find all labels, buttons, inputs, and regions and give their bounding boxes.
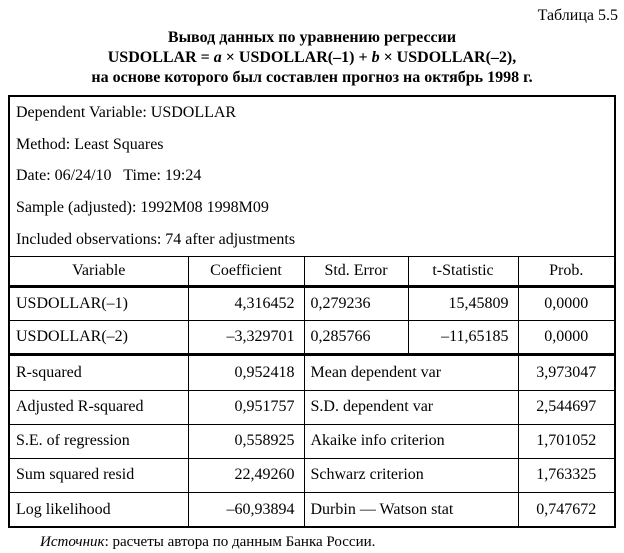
info-block <box>10 97 614 257</box>
cell-prob: 0,0000 <box>518 321 614 355</box>
source-label: Источник <box>40 534 105 551</box>
summary-row-adjusted-r-squared <box>10 390 614 424</box>
title-formula <box>0 48 624 68</box>
col-header-t-statistic: t-Statistic <box>408 257 518 287</box>
info-sample: Sample (adjusted): 1992M08 1998M09 <box>16 199 269 217</box>
col-header-variable: Variable <box>10 257 188 287</box>
cell-coefficient: 4,316452 <box>188 287 304 321</box>
table-row-usdollar-lag2 <box>10 321 614 355</box>
cell-stat-value: 0,558925 <box>188 424 304 458</box>
cell-prob: 0,0000 <box>518 287 614 321</box>
formula-post: × USDOLLAR(–2), <box>379 49 517 66</box>
formula-coef-b: b <box>371 49 380 66</box>
cell-t-statistic: 15,45809 <box>408 287 518 321</box>
regression-output-box <box>8 95 616 528</box>
formula-pre: USDOLLAR = <box>107 49 214 66</box>
summary-row-r-squared <box>10 356 614 390</box>
cell-stat-label: R-squared <box>10 356 188 390</box>
cell-stat-value: 0,951757 <box>188 390 304 424</box>
info-method: Method: Least Squares <box>16 135 164 153</box>
cell-std-error: 0,279236 <box>304 287 408 321</box>
cell-stat-value: 0,952418 <box>188 356 304 390</box>
info-observations: Included observations: 74 after adjustments <box>16 231 296 249</box>
cell-stat-value2: 1,763325 <box>518 458 614 492</box>
cell-stat-label: Log likelihood <box>16 500 111 518</box>
cell-t-statistic: –11,65185 <box>408 321 518 355</box>
col-header-coefficient: Coefficient <box>188 257 304 287</box>
source-note <box>40 534 624 551</box>
cell-stat-label2: Schwarz criterion <box>304 458 518 492</box>
summary-row-log-likelihood <box>10 492 614 526</box>
info-dependent-variable: Dependent Variable: USDOLLAR <box>16 103 237 121</box>
summary-row-se-of-regression <box>10 424 614 458</box>
col-header-prob: Prob. <box>518 257 614 287</box>
title-line-1: Вывод данных по уравнению регрессии <box>167 29 457 46</box>
cell-stat-label: Adjusted R-squared <box>10 390 188 424</box>
cell-stat-value2: 3,973047 <box>518 356 614 390</box>
summary-table <box>10 356 614 526</box>
cell-stat-value: 22,49260 <box>188 458 304 492</box>
cell-stat-label2: Durbin — Watson stat <box>304 492 518 526</box>
cell-stat-label2: Akaike info criterion <box>304 424 518 458</box>
source-text: : расчеты автора по данным Банка России. <box>104 534 376 551</box>
cell-stat-value2: 1,701052 <box>518 424 614 458</box>
cell-stat-label2: Mean dependent var <box>304 356 518 390</box>
title-line-3: на основе которого был составлен прогноз на октябрь 1998 г. <box>91 69 533 86</box>
table-number: Таблица 5.5 <box>537 7 618 24</box>
cell-stat-value2: 0,747672 <box>518 492 614 526</box>
table-title <box>0 28 624 88</box>
cell-variable: USDOLLAR(–1) <box>10 287 188 321</box>
info-date-time: Date: 06/24/10 Time: 19:24 <box>16 167 202 185</box>
coefficient-table-header-row <box>10 257 614 287</box>
coefficient-table <box>10 257 614 357</box>
cell-stat-label: Sum squared resid <box>10 458 188 492</box>
cell-stat-value: –60,93894 <box>188 492 304 526</box>
table-row-usdollar-lag1 <box>10 287 614 321</box>
cell-stat-label2: S.D. dependent var <box>304 390 518 424</box>
col-header-std-error: Std. Error <box>304 257 408 287</box>
cell-variable: USDOLLAR(–2) <box>10 321 188 355</box>
cell-std-error: 0,285766 <box>304 321 408 355</box>
cell-stat-value2: 2,544697 <box>518 390 614 424</box>
formula-mid: × USDOLLAR(–1) + <box>221 49 372 66</box>
cell-stat-label: S.E. of regression <box>10 424 188 458</box>
formula-coef-a: a <box>213 49 222 66</box>
cell-coefficient: –3,329701 <box>188 321 304 355</box>
summary-row-sum-squared-resid <box>10 458 614 492</box>
